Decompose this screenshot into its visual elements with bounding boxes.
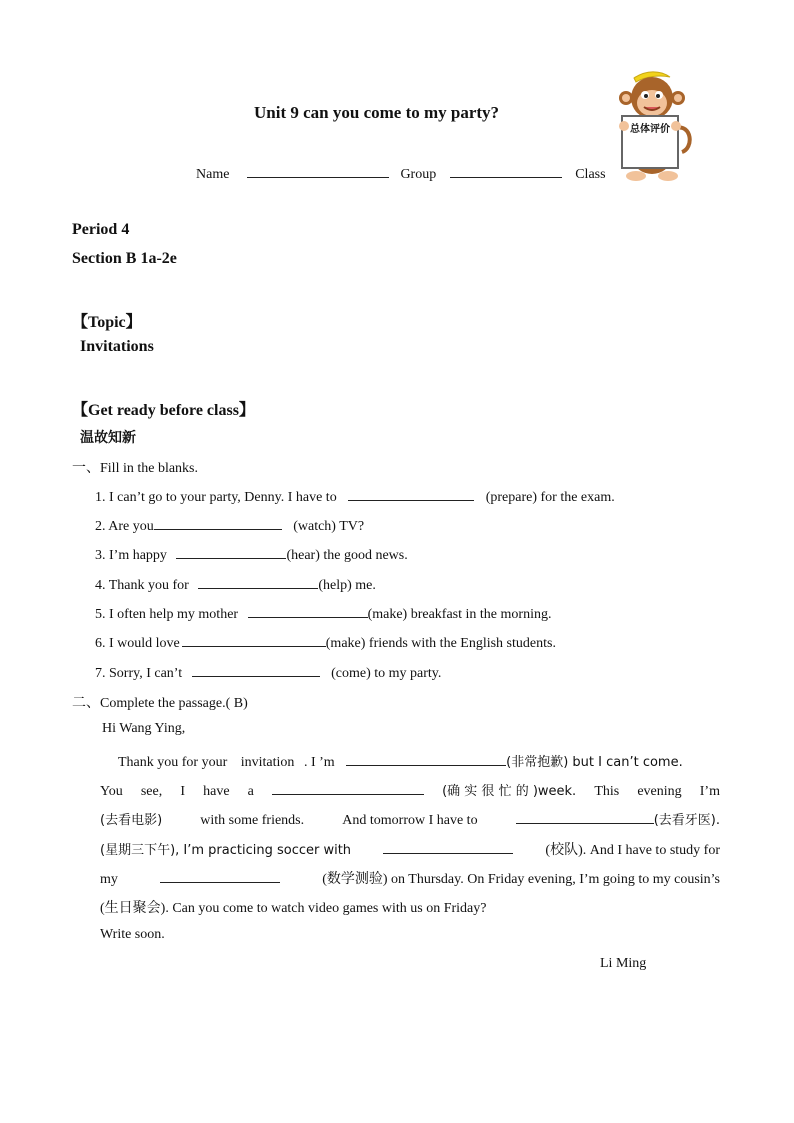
answer-blank[interactable] bbox=[154, 516, 282, 530]
topic-heading: 【Topic】 bbox=[72, 314, 142, 331]
ready-heading: 【Get ready before class】 bbox=[72, 402, 255, 419]
exercise-item-3: 3. I’m happy (hear) the good news. bbox=[95, 545, 408, 564]
passage-line-6: (生日聚会). Can you come to watch video games with us on Friday? bbox=[100, 901, 487, 916]
period-label: Period 4 bbox=[72, 221, 130, 238]
group-blank[interactable] bbox=[450, 164, 562, 178]
answer-blank[interactable] bbox=[516, 810, 654, 824]
answer-blank[interactable] bbox=[272, 781, 424, 795]
ready-subheading: 温故知新 bbox=[80, 430, 136, 446]
topic-value: Invitations bbox=[80, 338, 154, 355]
answer-blank[interactable] bbox=[182, 633, 326, 647]
badge-text: 总体评价 bbox=[630, 124, 670, 135]
name-blank[interactable] bbox=[247, 164, 389, 178]
answer-blank[interactable] bbox=[176, 545, 286, 559]
letter-greeting: Hi Wang Ying, bbox=[102, 721, 186, 736]
exercise-item-1: 1. I can’t go to your party, Denny. I have to (prepare) for the exam. bbox=[95, 487, 615, 506]
answer-blank[interactable] bbox=[383, 840, 513, 854]
passage-line-5: my (数学测验) on Thursday. On Friday evening, I’m going to my cousin’s bbox=[100, 868, 720, 888]
answer-blank[interactable] bbox=[198, 575, 318, 589]
answer-blank[interactable] bbox=[192, 663, 320, 677]
exercise-item-2: 2. Are you (watch) TV? bbox=[95, 516, 364, 535]
part2-heading: 二、Complete the passage.( B) bbox=[72, 696, 248, 711]
passage-line-2: You see, I have a (确 实 很 忙 的 )week. This evening I’m bbox=[100, 780, 720, 800]
answer-blank[interactable] bbox=[346, 752, 506, 766]
exercise-item-4: 4. Thank you for (help) me. bbox=[95, 575, 376, 594]
section-label: Section B 1a-2e bbox=[72, 250, 177, 267]
answer-blank[interactable] bbox=[160, 869, 280, 883]
exercise-item-5: 5. I often help my mother (make) breakfast in the morning. bbox=[95, 604, 551, 623]
name-label: Name bbox=[196, 167, 230, 182]
passage-line-1: Thank you for your invitation . I ’m (非常抱歉) but I can’t come. bbox=[118, 751, 720, 771]
student-info-row bbox=[196, 164, 606, 183]
answer-blank[interactable] bbox=[348, 487, 474, 501]
exercise-item-6: 6. I would love (make) friends with the English students. bbox=[95, 633, 556, 652]
part1-heading: 一、Fill in the blanks. bbox=[72, 461, 198, 476]
passage-line-3: (去看电影) with some friends. And tomorrow I have to (去看牙医). bbox=[100, 809, 720, 829]
letter-closing: Write soon. bbox=[100, 927, 165, 942]
group-label: Group bbox=[400, 167, 437, 182]
monkey-evaluation-badge bbox=[612, 68, 694, 184]
letter-signature: Li Ming bbox=[600, 956, 647, 971]
answer-blank[interactable] bbox=[248, 604, 368, 618]
class-label: Class bbox=[575, 167, 606, 182]
exercise-item-7: 7. Sorry, I can’t (come) to my party. bbox=[95, 663, 441, 682]
passage-line-4: (星期三下午), I’m practicing soccer with (校队). And I have to study for bbox=[100, 839, 720, 859]
page-title: Unit 9 can you come to my party? bbox=[254, 103, 500, 122]
